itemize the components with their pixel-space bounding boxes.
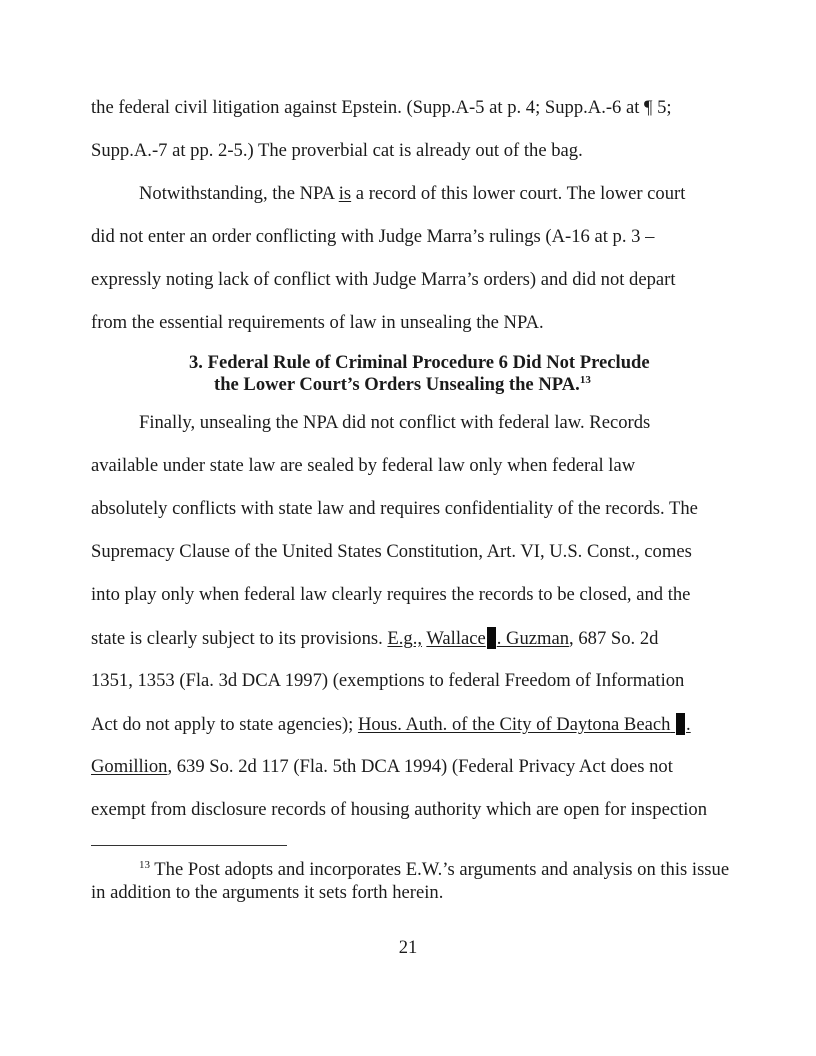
footnote-number: 13 [139, 859, 150, 871]
body-line [139, 183, 685, 205]
text: the Lower Court’s Orders Unsealing the NPA. [214, 374, 580, 395]
body-line [91, 269, 676, 291]
body-line [91, 799, 707, 821]
text: did not enter an order conflicting with Judge Marra’s rulings (A-16 at p. 3 – [91, 226, 655, 247]
body-line [91, 498, 698, 520]
body-line [91, 713, 691, 736]
body-line [91, 670, 684, 692]
text: , 639 So. 2d 117 (Fla. 5th DCA 1994) (Federal Privacy Act does not [167, 756, 673, 777]
page-number: 21 [398, 937, 418, 958]
text: a record of this lower court. The lower court [351, 183, 686, 204]
text: state is clearly subject to its provisions. [91, 628, 388, 649]
footnote-separator [91, 845, 287, 846]
citation-signal: E.g., [387, 628, 423, 649]
body-line [91, 97, 672, 119]
section-heading-line1: 3. Federal Rule of Criminal Procedure 6 Did Not Preclude [189, 352, 650, 373]
text: . Guzman [496, 628, 570, 649]
emphasis-is: is [338, 183, 352, 204]
redaction-block [487, 627, 496, 649]
footnote-line2: in addition to the arguments it sets forth herein. [91, 882, 444, 903]
text: Finally, unsealing the NPA did not conflict with federal law. Records [139, 412, 651, 433]
text: The Post adopts and incorporates E.W.’s arguments and analysis on this issue [150, 859, 730, 880]
text: the federal civil litigation against Epstein. (Supp.A-5 at p. 4; Supp.A.-6 at ¶ 5; [91, 97, 672, 118]
text: Supp.A.-7 at pp. 2-5.) The proverbial cat is already out of the bag. [91, 140, 583, 161]
text: expressly noting lack of conflict with Judge Marra’s orders) and did not depart [91, 269, 676, 290]
case-citation-housing-authority [358, 714, 691, 735]
case-citation-wallace [426, 628, 569, 649]
text: available under state law are sealed by federal law only when federal law [91, 455, 636, 476]
text: absolutely conflicts with state law and requires confidentiality of the records. The [91, 498, 698, 519]
body-line [91, 226, 654, 248]
body-line [91, 627, 658, 650]
case-citation-gomillion: Gomillion [91, 756, 168, 777]
section-heading-line2 [214, 374, 591, 395]
body-line [91, 455, 635, 477]
body-line [91, 756, 673, 778]
body-line [91, 312, 544, 334]
footnote-line1 [139, 859, 729, 881]
text: Wallace [426, 628, 486, 649]
body-line [91, 541, 692, 563]
text: Notwithstanding, the NPA [139, 183, 339, 204]
footnote-ref: 13 [579, 374, 591, 386]
text: Act do not apply to state agencies); [91, 714, 358, 735]
text: 1351, 1353 (Fla. 3d DCA 1997) (exemptions to federal Freedom of Information [91, 670, 685, 691]
text: Supremacy Clause of the United States Constitution, Art. VI, U.S. Const., comes [91, 541, 692, 562]
text: Hous. Auth. of the City of Daytona Beach [357, 714, 671, 735]
text: into play only when federal law clearly requires the records to be closed, and the [91, 584, 691, 605]
body-line [139, 412, 650, 434]
text: . [686, 714, 691, 735]
text: exempt from disclosure records of housing authority which are open for inspection [91, 799, 708, 820]
redaction-block [676, 713, 685, 735]
body-line [91, 140, 583, 162]
body-line [91, 584, 690, 606]
text: from the essential requirements of law in unsealing the NPA. [91, 312, 544, 333]
text: , 687 So. 2d [569, 628, 659, 649]
